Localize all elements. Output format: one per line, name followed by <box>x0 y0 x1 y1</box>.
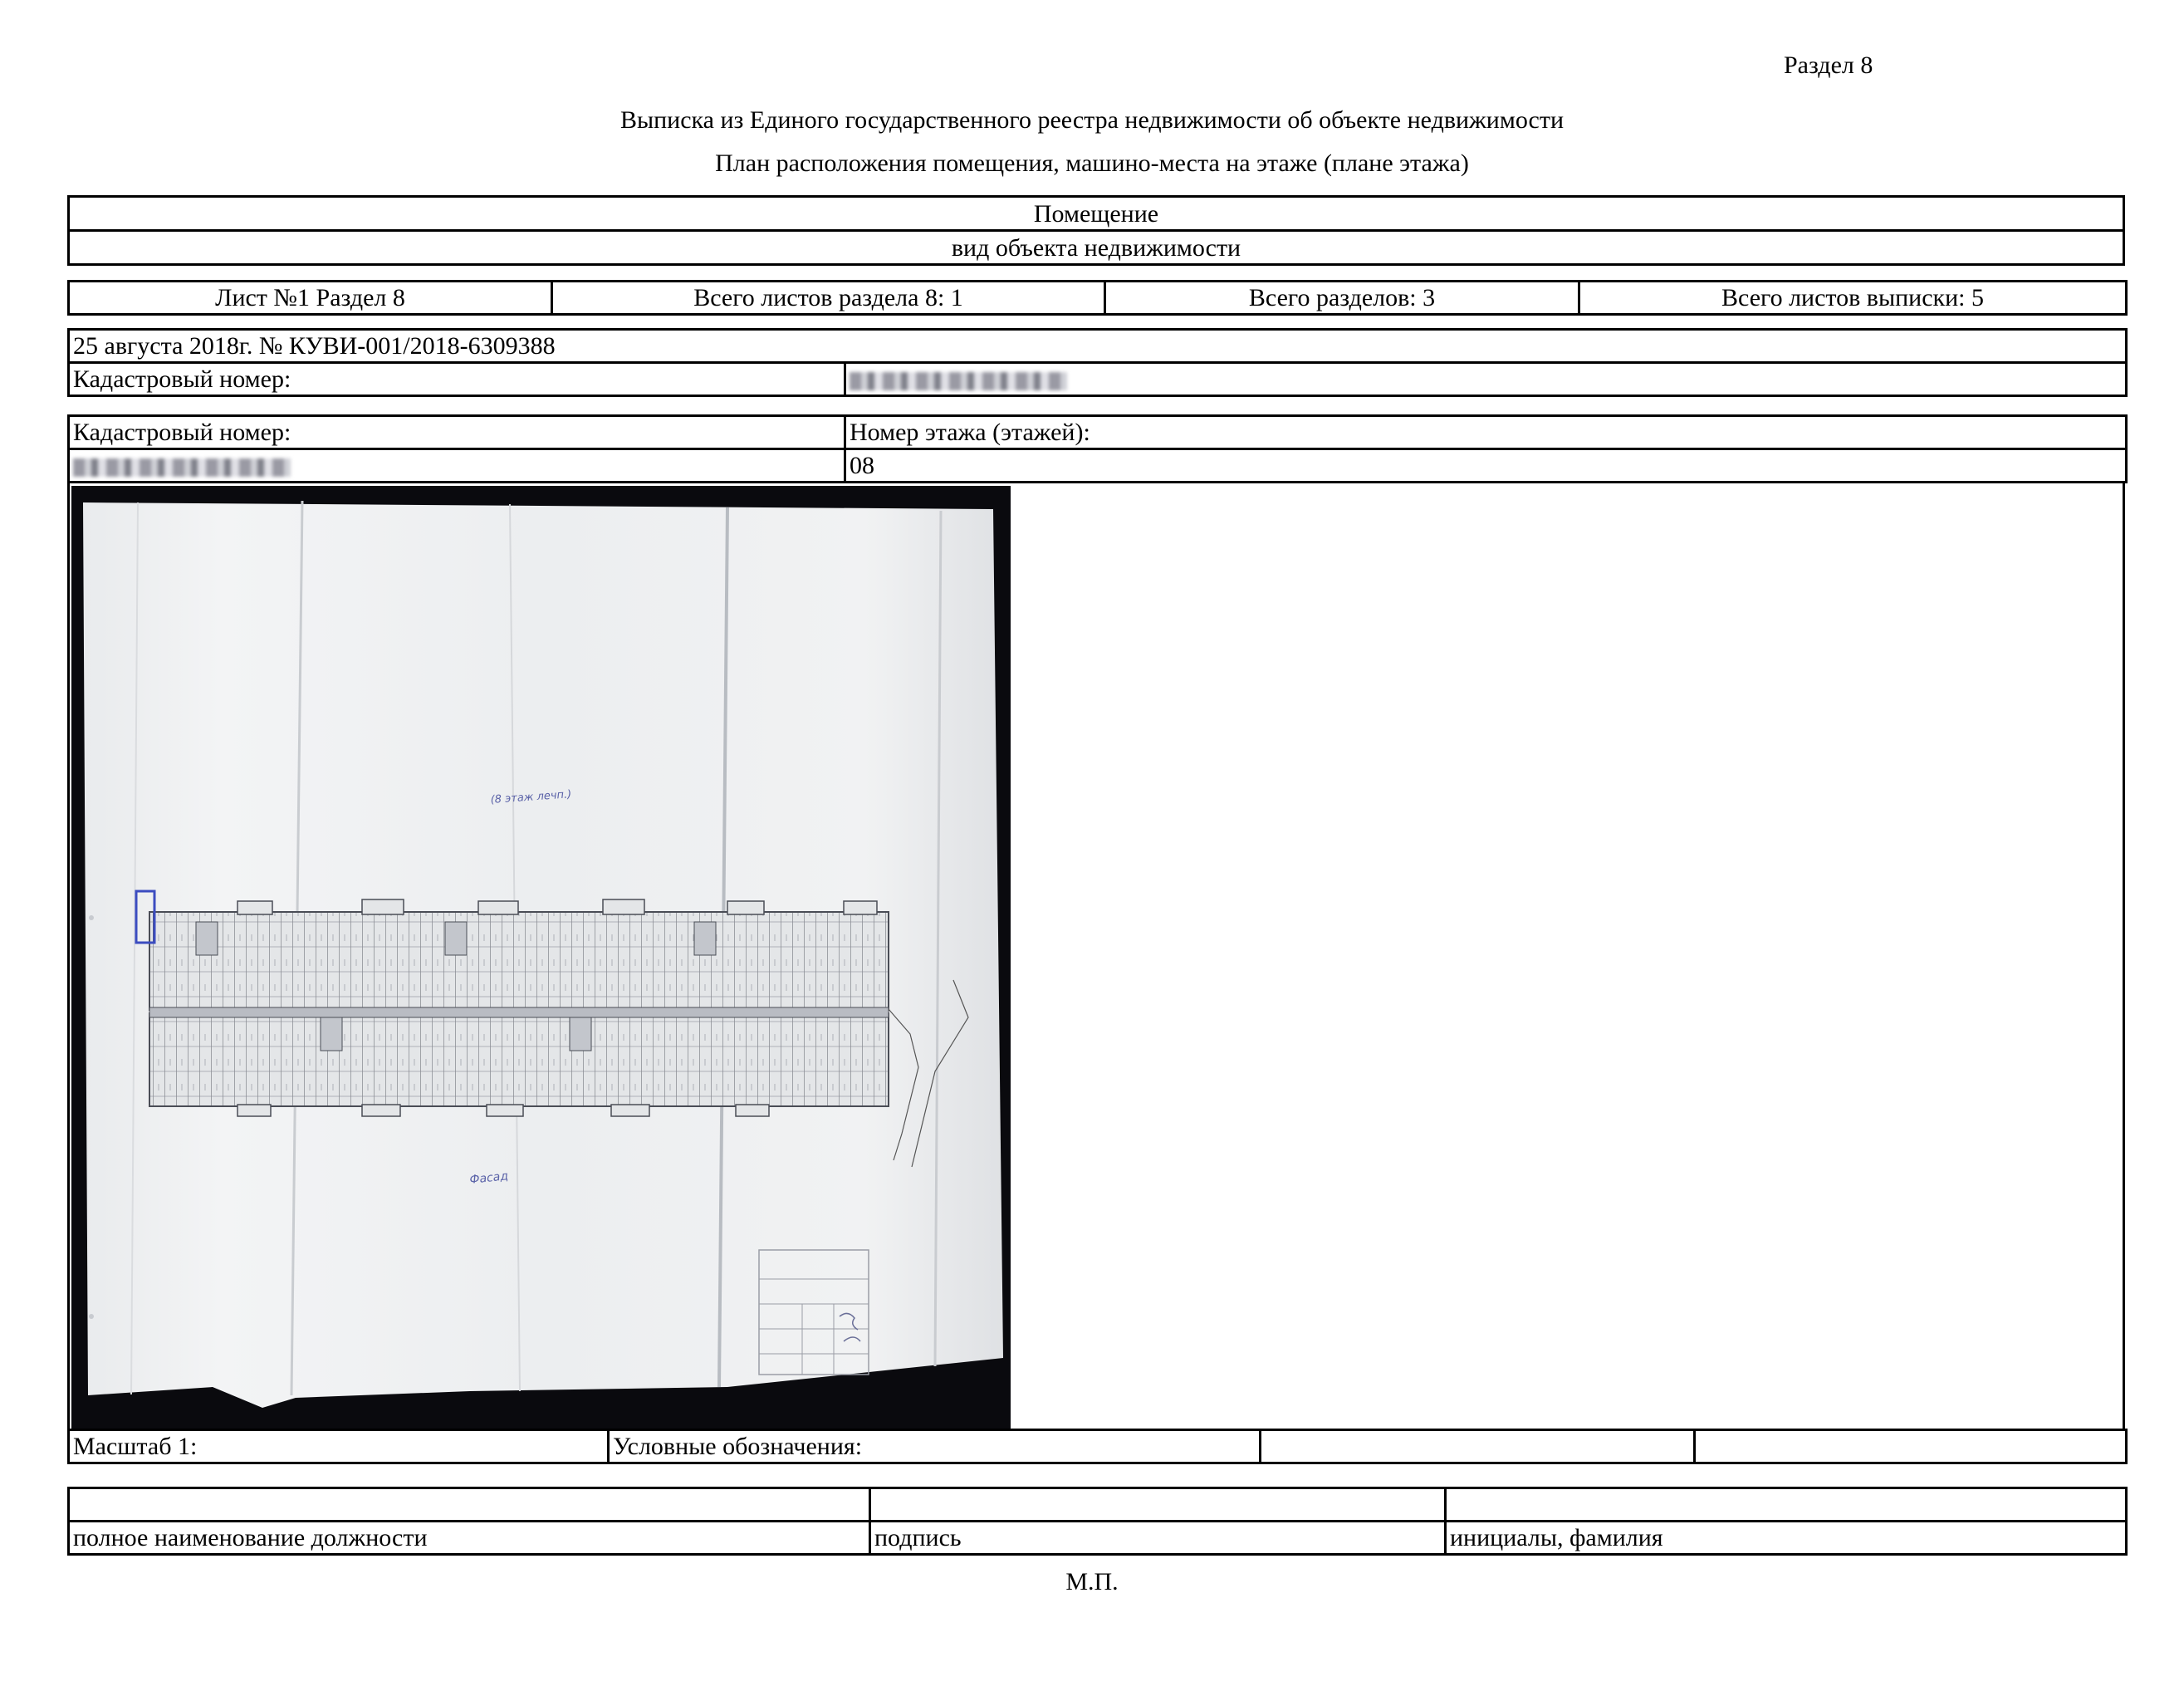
document-title: Выписка из Единого государственного реестра недвижимости об объекте недвижимости <box>619 106 1565 134</box>
record-cadastral-label: Кадастровый номер: <box>69 363 845 396</box>
sheets-in-section: Всего листов раздела 8: 1 <box>552 282 1105 315</box>
sheet-info-table <box>67 280 2128 316</box>
record-table <box>67 328 2128 397</box>
position-caption: полное наименование должности <box>69 1522 870 1555</box>
signature-field <box>870 1488 1446 1522</box>
handwritten-note-bottom: Фасад <box>468 1169 509 1187</box>
signature-table <box>67 1487 2128 1556</box>
floor-number-value: 08 <box>845 449 2127 483</box>
floor-plan-photo <box>71 486 1011 1429</box>
handwritten-note-top: (8 этаж лечп.) <box>490 788 572 806</box>
record-cadastral-value <box>845 363 2127 396</box>
object-name: Помещение <box>69 197 2124 231</box>
name-caption: инициалы, фамилия <box>1446 1522 2127 1555</box>
floor-cadastral-label: Кадастровый номер: <box>69 416 845 449</box>
redacted-cadastral-number <box>850 372 1067 390</box>
sheet-number: Лист №1 Раздел 8 <box>69 282 552 315</box>
object-kind-caption: вид объекта недвижимости <box>69 231 2124 265</box>
name-field <box>1446 1488 2127 1522</box>
floor-cadastral-value <box>69 449 845 483</box>
object-type-table <box>67 195 2125 266</box>
record-date-number: 25 августа 2018г. № КУВИ-001/2018-6309388 <box>69 330 2127 363</box>
scale-label: Масштаб 1: <box>69 1430 609 1463</box>
legend-cell-empty-1 <box>1261 1430 1695 1463</box>
floor-table <box>67 414 2128 483</box>
legend-cell-empty-2 <box>1695 1430 2127 1463</box>
signature-caption: подпись <box>870 1522 1446 1555</box>
legend-table <box>67 1429 2128 1464</box>
legend-label: Условные обозначения: <box>609 1430 1261 1463</box>
sheets-total: Всего листов выписки: 5 <box>1579 282 2127 315</box>
document-subtitle: План расположения помещения, машино-места на этаже (плане этажа) <box>715 149 1469 177</box>
floor-number-label: Номер этажа (этажей): <box>845 416 2127 449</box>
section-label: Раздел 8 <box>1784 51 1873 79</box>
position-field <box>69 1488 870 1522</box>
sections-total: Всего разделов: 3 <box>1105 282 1579 315</box>
stamp-place-label: М.П. <box>1065 1568 1119 1595</box>
redacted-cadastral-number-2 <box>73 458 291 477</box>
